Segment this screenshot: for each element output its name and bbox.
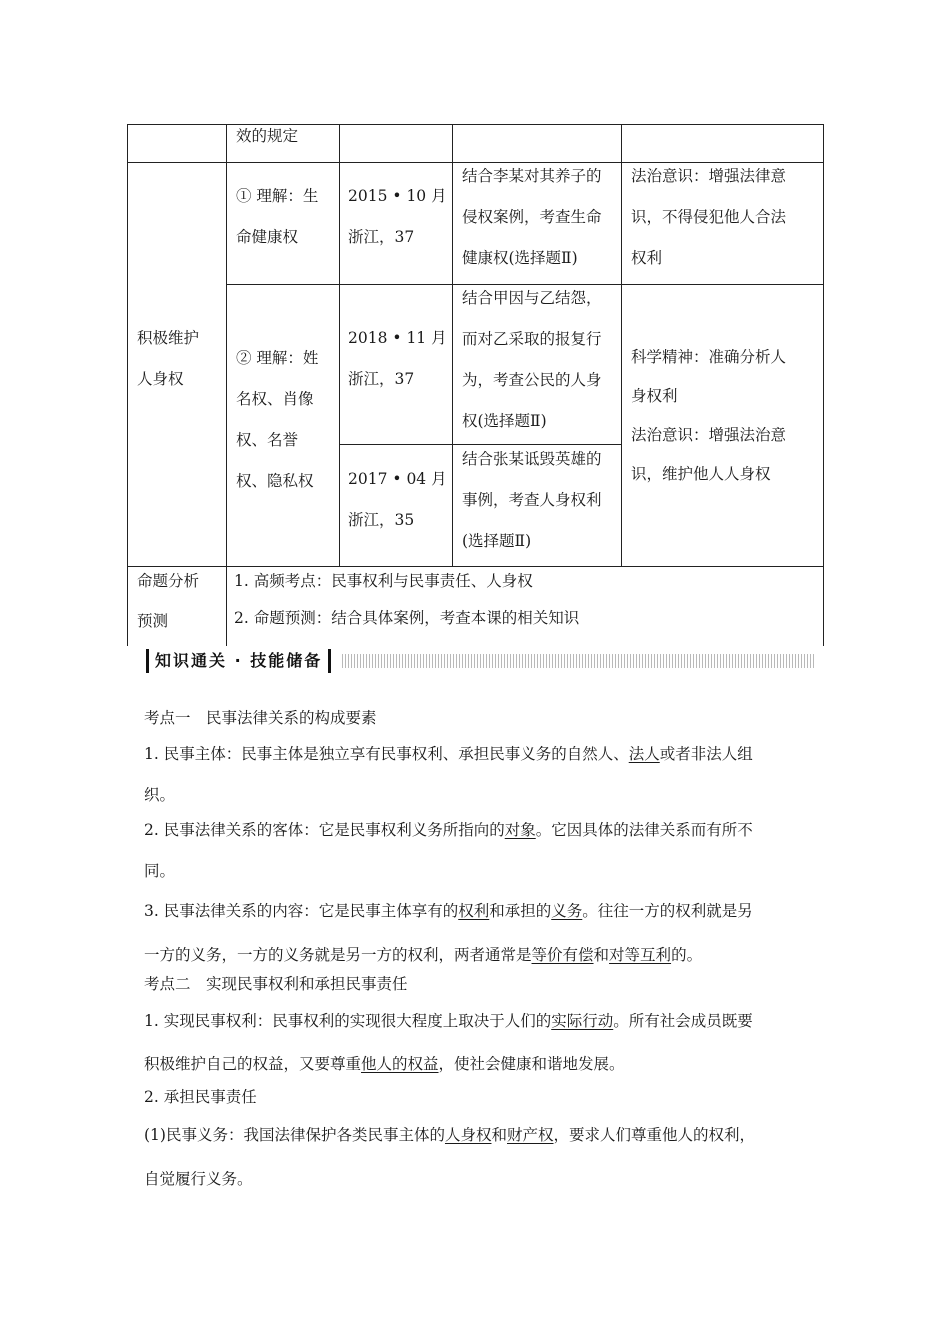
underlined-term: 财产权 <box>507 1126 554 1144</box>
cell-line: 2018 • 11 月 <box>348 329 447 347</box>
paragraph <box>144 1113 814 1201</box>
section-banner-title: 知识通关 · 技能储备 <box>146 649 331 673</box>
table-cell <box>631 338 786 494</box>
table-border-left <box>127 124 128 646</box>
text-run: 和 <box>491 1126 507 1144</box>
cell-line: 1. 高频考点：民事权利与民事责任、人身权 <box>234 572 533 590</box>
table-cell-date <box>348 176 447 258</box>
text-run: 或者非法人组 <box>659 745 753 763</box>
cell-line: 为，考查公民的人身 <box>462 371 602 389</box>
text-line <box>144 889 814 933</box>
cell-line: 命健康权 <box>236 228 299 246</box>
cell-line: 2015 • 10 月 <box>348 187 447 205</box>
text-run: (1)民事义务：我国法律保护各类民事主体的 <box>144 1126 445 1144</box>
text-run: 1. 民事主体：民事主体是独立享有民事权利、承担民事义务的自然人、 <box>144 745 629 763</box>
text-run: 2. 民事法律关系的客体：它是民事权利义务所指向的 <box>144 821 505 839</box>
paragraph <box>144 734 814 816</box>
cell-line: (选择题Ⅱ) <box>462 532 532 550</box>
cell-line: 法治意识：增强法治意 <box>631 426 787 444</box>
table-cell <box>462 156 602 279</box>
cell-line: 名权、肖像 <box>236 390 314 408</box>
cell-line: 科学精神：准确分析人 <box>631 348 787 366</box>
text-run: 和承担的 <box>489 902 552 920</box>
topic-heading: 考点二 实现民事权利和承担民事责任 <box>144 975 408 993</box>
table-cell: 效的规定 <box>236 127 299 145</box>
text-line <box>144 810 814 851</box>
table-col-divider <box>452 124 453 567</box>
cell-line: 识，不得侵犯他人合法 <box>631 208 787 226</box>
cell-line: 权利 <box>631 249 663 267</box>
text-line: 同。 <box>144 862 176 880</box>
cell-line: 预测 <box>137 612 169 630</box>
cell-line: 浙江，37 <box>348 370 415 388</box>
cell-line: 权(选择题Ⅱ) <box>462 412 547 430</box>
cell-line: 识，维护他人人身权 <box>631 465 771 483</box>
text-run: 一方的义务，一方的义务就是另一方的权利，两者通常是 <box>144 946 532 964</box>
cell-line: 结合李某对其养子的 <box>462 167 602 185</box>
text-line <box>144 734 814 775</box>
underlined-term: 义务 <box>551 902 583 920</box>
table-cell <box>236 176 318 258</box>
text-run: 。往往一方的权利就是另 <box>582 902 753 920</box>
paragraph <box>144 810 814 892</box>
table-cell-date <box>348 318 447 400</box>
banner-stripe-decoration <box>342 654 814 668</box>
cell-line: 浙江，37 <box>348 228 415 246</box>
underlined-term: 法人 <box>628 745 660 763</box>
table-cell-date <box>348 459 447 541</box>
table-col-divider <box>339 124 340 567</box>
cell-line: 人身权 <box>137 370 184 388</box>
text-run: 的。 <box>671 946 703 964</box>
cell-line: 积极维护 <box>137 329 200 347</box>
cell-line: 结合甲因与乙结怨， <box>462 289 602 307</box>
underlined-term: 对象 <box>504 821 536 839</box>
table-cell-analysis <box>234 563 579 637</box>
cell-line: 浙江，35 <box>348 511 415 529</box>
section-banner <box>146 648 814 674</box>
cell-line: 而对乙采取的报复行 <box>462 330 602 348</box>
table-cell <box>462 439 602 562</box>
underlined-term: 等价有偿 <box>531 946 594 964</box>
topic-heading: 考点一 民事法律关系的构成要素 <box>144 709 377 727</box>
cell-line: 结合张某诋毁英雄的 <box>462 450 602 468</box>
paragraph <box>144 1000 814 1086</box>
text-line <box>144 1113 814 1157</box>
table-cell <box>631 156 786 279</box>
underlined-term: 实际行动 <box>551 1012 614 1030</box>
cell-line: ① 理解：生 <box>236 187 319 205</box>
text-run: 。所有社会成员既要 <box>613 1012 753 1030</box>
cell-line: 权、隐私权 <box>236 472 314 490</box>
table-col-divider <box>226 124 227 646</box>
cell-line: 事例，考查人身权利 <box>462 491 602 509</box>
cell-line: 2017 • 04 月 <box>348 470 447 488</box>
text-run: 1. 实现民事权利：民事权利的实现很大程度上取决于人们的 <box>144 1012 552 1030</box>
table-cell <box>236 338 318 502</box>
cell-line: 身权利 <box>631 387 678 405</box>
underlined-term: 他人的权益 <box>361 1055 439 1073</box>
text-run: 。它因具体的法律关系而有所不 <box>535 821 753 839</box>
cell-line: 命题分析 <box>137 572 200 590</box>
cell-line: ② 理解：姓 <box>236 349 319 367</box>
underlined-term: 权利 <box>458 902 490 920</box>
text-run: 和 <box>593 946 610 964</box>
table-border-top <box>127 124 824 125</box>
text-line <box>144 1000 814 1043</box>
cell-line: 2. 命题预测：结合具体案例，考查本课的相关知识 <box>234 609 580 627</box>
text-line: 自觉履行义务。 <box>144 1170 253 1188</box>
underlined-term: 人身权 <box>444 1126 492 1144</box>
text-run: 积极维护自己的权益，又要尊重 <box>144 1055 362 1073</box>
table-cell-analysis-label <box>137 561 199 641</box>
text-run: 3. 民事法律关系的内容：它是民事主体享有的 <box>144 902 459 920</box>
table-cell <box>462 278 602 442</box>
underlined-term: 对等互利 <box>609 946 672 964</box>
text-line: 织。 <box>144 786 176 804</box>
cell-line: 健康权(选择题Ⅱ) <box>462 249 578 267</box>
text-run: ，使社会健康和谐地发展。 <box>438 1055 625 1073</box>
table-cell-group-label <box>137 318 199 400</box>
text-run: ，要求人们尊重他人的权利， <box>553 1126 756 1144</box>
table-col-divider <box>621 124 622 567</box>
cell-line: 侵权案例，考查生命 <box>462 208 602 226</box>
cell-line: 权、名誉 <box>236 431 299 449</box>
cell-line: 法治意识：增强法律意 <box>631 167 787 185</box>
subheading: 2. 承担民事责任 <box>144 1088 257 1106</box>
table-border-right <box>823 124 824 646</box>
